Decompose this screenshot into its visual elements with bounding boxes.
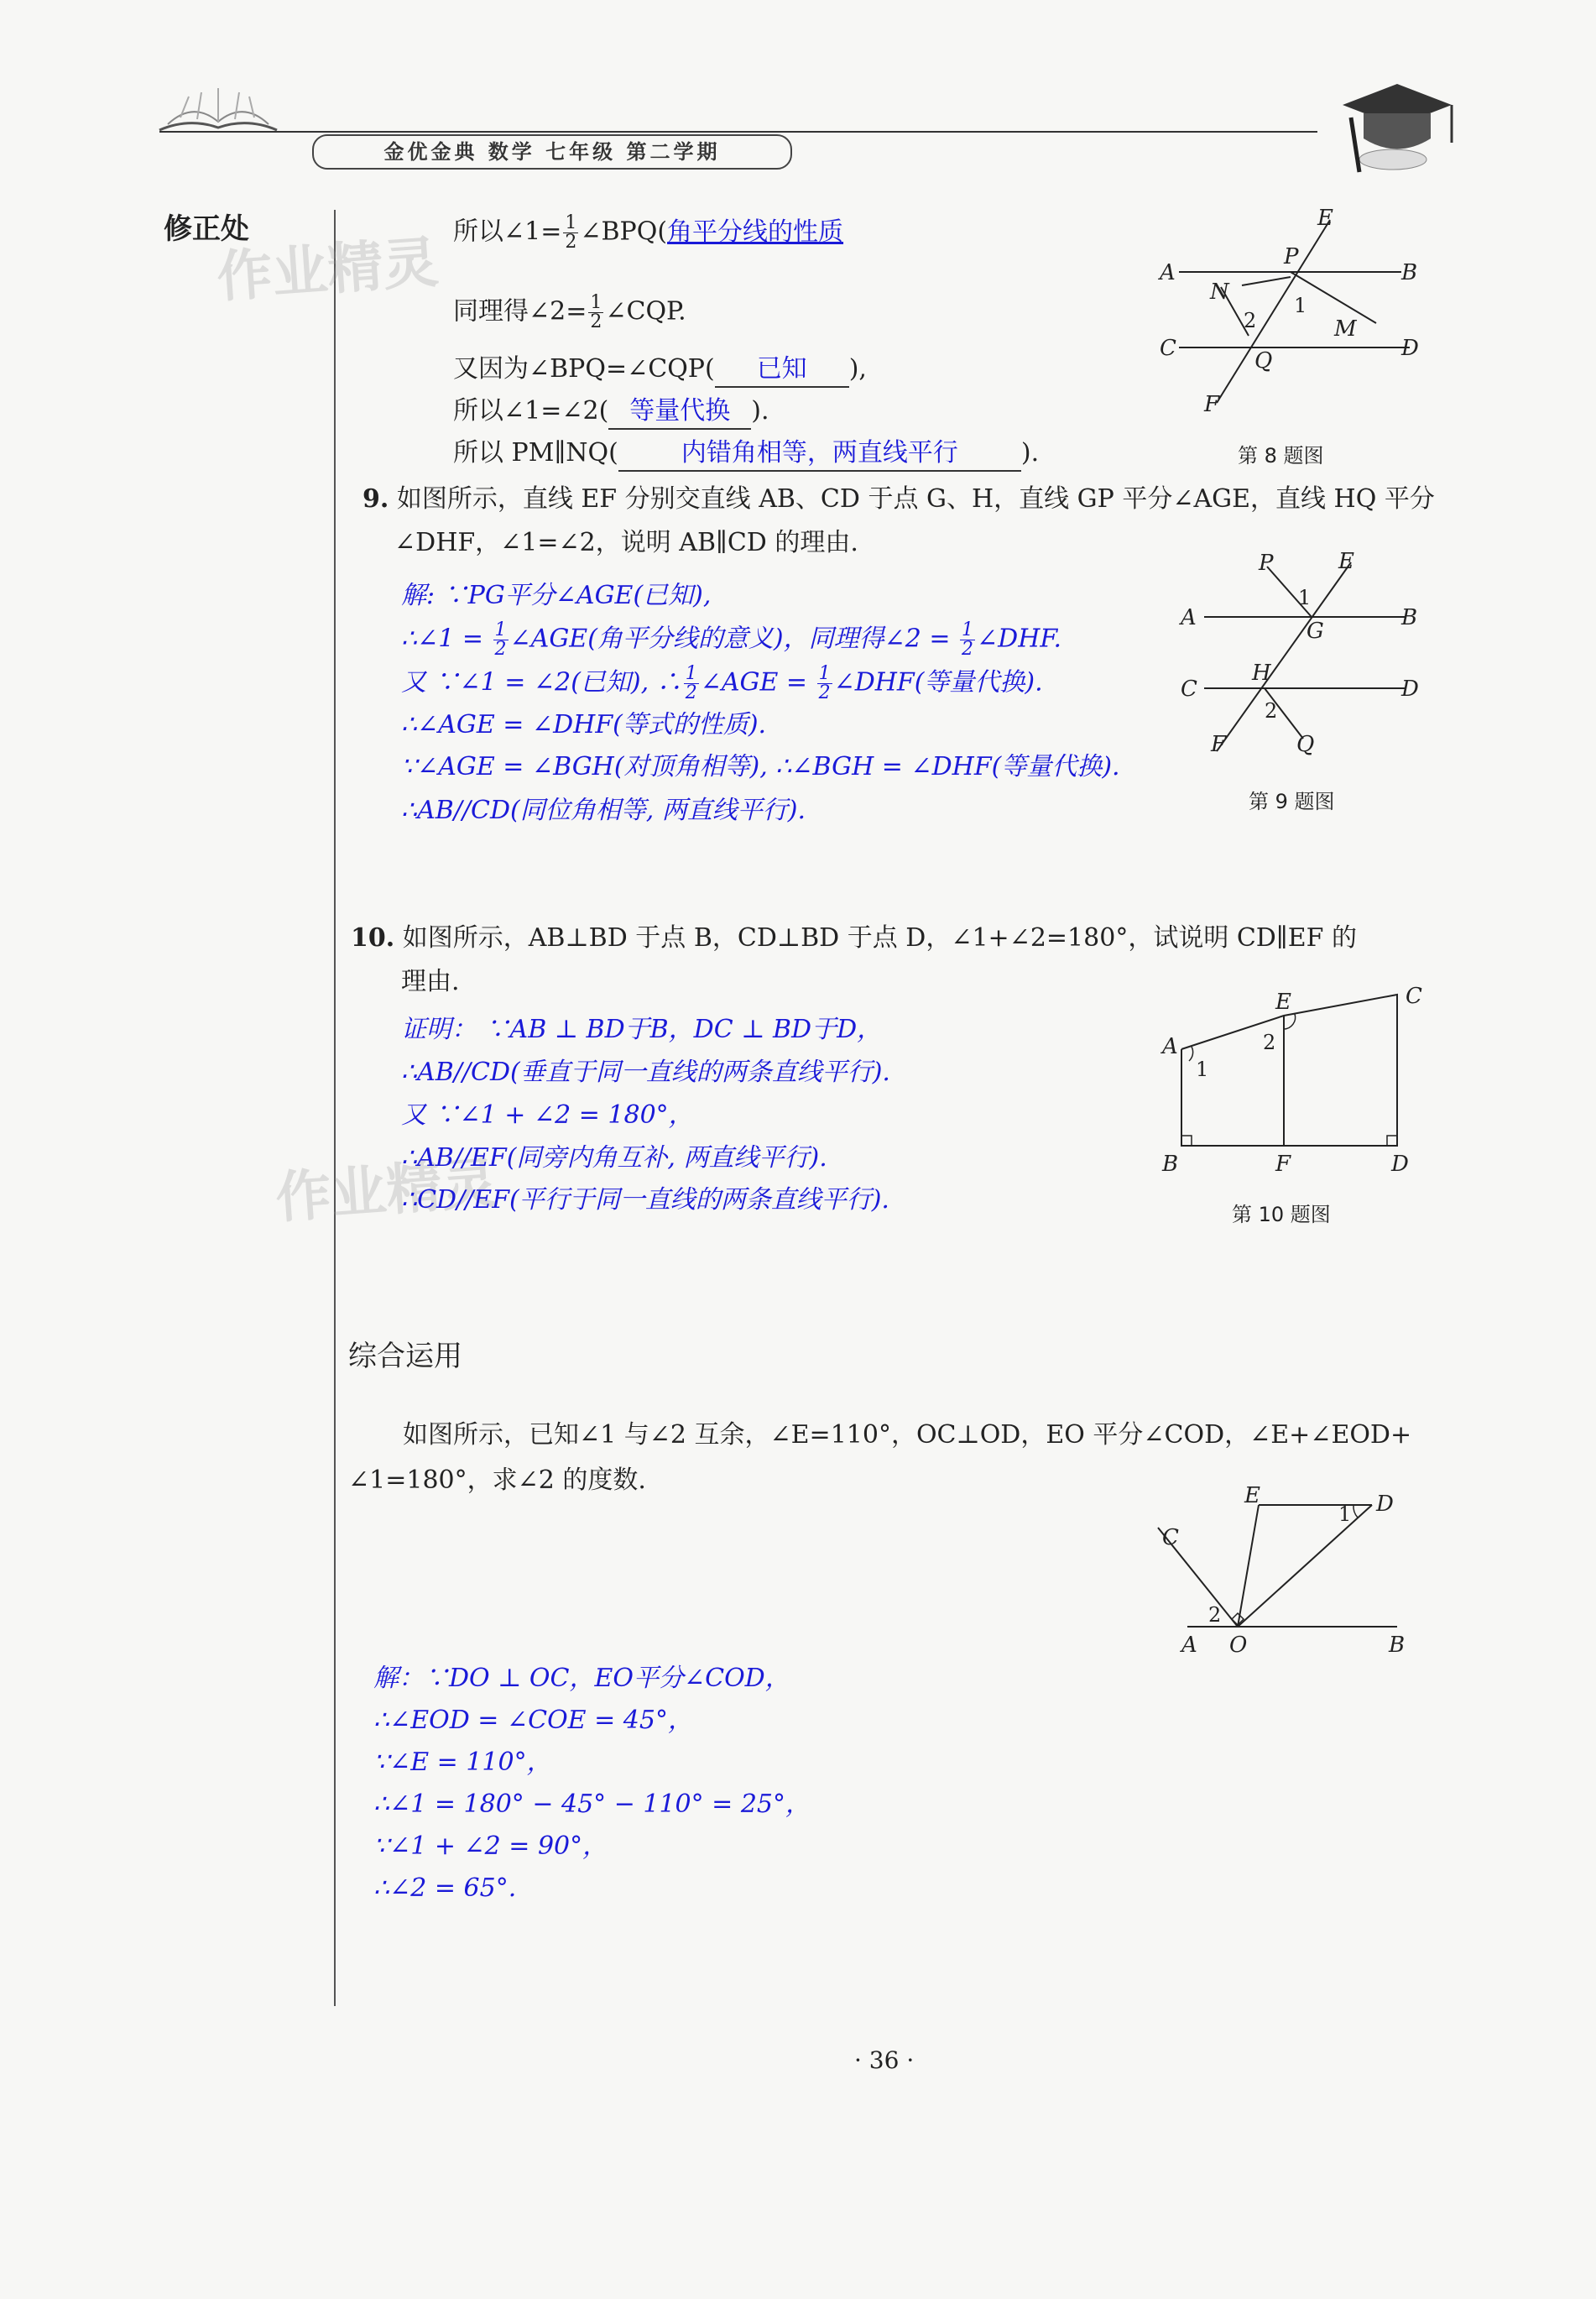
q10-text-line1: 10. 如图所示，AB⊥BD 于点 B，CD⊥BD 于点 D，∠1+∠2=180°，试说明 CD∥EF 的 xyxy=(351,923,1357,953)
q8-line4: 所以∠1=∠2( 等量代换 ). xyxy=(453,394,769,430)
fig-sec-angle-1: 1 xyxy=(1338,1502,1352,1526)
section-sol-6: ∴∠2 = 65°. xyxy=(373,1873,517,1903)
q9-sol-2: ∴∠1 = $\frac{1}{2}$ ∠AGE(角平分线的意义)，同理得∠2 = $\frac{1}{2}$ ∠DHF. xyxy=(401,619,1062,660)
q10-sol-1: 证明： ∵AB ⊥ BD于B，DC ⊥ BD于D， xyxy=(401,1015,883,1044)
q9-text-line1: 9. 如图所示，直线 EF 分别交直线 AB、CD 于点 G、H，直线 GP 平分∠AGE，直线 HQ 平分 xyxy=(362,484,1435,514)
watermark-top: 作业精灵 xyxy=(215,229,441,311)
fig10-label-D: D xyxy=(1391,1152,1409,1177)
fig8-label-D: D xyxy=(1401,336,1419,361)
q9-sol-1: 解: ∵PG平分∠AGE(已知), xyxy=(401,581,712,610)
fig8-caption: 第 8 题图 xyxy=(1238,444,1324,468)
section-sol-2: ∴∠EOD = ∠COE = 45°， xyxy=(373,1706,693,1735)
fig8-label-F: F xyxy=(1204,392,1220,417)
figure-8 xyxy=(1150,201,1435,428)
section-text-line2: ∠1=180°，求∠2 的度数. xyxy=(348,1466,646,1495)
fig8-label-P: P xyxy=(1284,244,1299,269)
figure-section xyxy=(1145,1477,1418,1658)
page-number: · 36 · xyxy=(854,2046,915,2074)
fig8-angle-1: 1 xyxy=(1294,294,1307,317)
q8-line1: 所以∠1= $\frac{1}{2}$ ∠BPQ(角平分线的性质 xyxy=(453,212,844,253)
fig9-caption: 第 9 题图 xyxy=(1249,790,1335,813)
margin-line xyxy=(334,210,336,2006)
q8-line5: 所以 PM∥NQ( 内错角相等，两直线平行 ). xyxy=(453,436,1039,472)
q9-sol-6: ∴AB//CD(同位角相等, 两直线平行). xyxy=(401,796,806,825)
fig-sec-label-D: D xyxy=(1376,1492,1394,1517)
watermark-middle: 作业精灵 xyxy=(274,1150,499,1231)
book-title: 金优金典 数学 七年级 第二学期 xyxy=(312,134,792,170)
q8-fill-4[interactable]: 等量代换 xyxy=(608,394,751,430)
fig8-label-A: A xyxy=(1160,260,1176,285)
fig9-label-B: B xyxy=(1401,605,1418,630)
fig9-angle-2: 2 xyxy=(1265,699,1278,723)
fig9-label-Q: Q xyxy=(1296,732,1315,755)
fig9-label-A: A xyxy=(1181,605,1197,630)
fig9-label-F: F xyxy=(1211,732,1227,755)
q8-fill-5[interactable]: 内错角相等，两直线平行 xyxy=(618,436,1021,472)
fig-sec-label-E: E xyxy=(1244,1483,1260,1508)
fig8-label-Q: Q xyxy=(1254,348,1273,374)
fig9-label-G: G xyxy=(1307,619,1324,644)
fig10-caption: 第 10 题图 xyxy=(1232,1203,1331,1226)
q10-sol-3: 又 ∵∠1 + ∠2 = 180°， xyxy=(401,1100,694,1130)
fig9-angle-1: 1 xyxy=(1298,586,1312,609)
graduation-cap-icon xyxy=(1334,80,1460,176)
fig10-angle-1: 1 xyxy=(1196,1058,1209,1081)
fig8-label-E: E xyxy=(1317,206,1333,231)
fig-sec-label-B: B xyxy=(1389,1633,1406,1658)
q9-sol-4: ∴∠AGE = ∠DHF(等式的性质). xyxy=(401,710,767,739)
fig8-label-N: N xyxy=(1210,280,1229,305)
fig-sec-label-A: A xyxy=(1181,1633,1197,1658)
fig10-label-E: E xyxy=(1275,990,1291,1015)
fig-sec-label-O: O xyxy=(1229,1633,1248,1658)
q8-line2: 同理得∠2= $\frac{1}{2}$ ∠CQP. xyxy=(453,292,686,332)
section-sol-3: ∵∠E = 110°， xyxy=(373,1748,552,1777)
fig9-label-E: E xyxy=(1338,550,1354,574)
section-sol-4: ∴∠1 = 180° − 45° − 110° = 25°， xyxy=(373,1790,811,1819)
q9-sol-3: 又 ∵∠1 = ∠2(已知), ∴ $\frac{1}{2}$ ∠AGE = $\frac{1}{2}$ ∠DHF(等量代换). xyxy=(401,663,1043,703)
fig8-angle-2: 2 xyxy=(1244,309,1257,332)
fig9-label-C: C xyxy=(1181,677,1197,702)
q10-sol-5: ∴CD//EF(平行于同一直线的两条直线平行). xyxy=(401,1185,889,1215)
fig10-label-C: C xyxy=(1406,984,1422,1009)
fig8-label-M: M xyxy=(1334,316,1357,342)
q8-fill-1[interactable]: 角平分线的性质 xyxy=(667,217,844,247)
fig10-angle-2: 2 xyxy=(1263,1031,1276,1054)
q9-sol-5: ∵∠AGE = ∠BGH(对顶角相等), ∴∠BGH = ∠DHF(等量代换). xyxy=(401,752,1120,781)
section-sol-1: 解：∵DO ⊥ OC，EO平分∠COD， xyxy=(373,1664,790,1693)
figure-9 xyxy=(1171,550,1439,755)
fig9-label-P: P xyxy=(1259,551,1274,576)
fig9-label-H: H xyxy=(1252,661,1271,686)
fig8-label-B: B xyxy=(1401,260,1418,285)
q10-sol-4: ∴AB//EF(同旁内角互补, 两直线平行). xyxy=(401,1143,827,1173)
q8-line3: 又因为∠BPQ=∠CQP( 已知 ), xyxy=(453,353,867,388)
book-logo-icon xyxy=(155,84,281,134)
fig8-label-C: C xyxy=(1160,336,1176,361)
figure-10 xyxy=(1154,982,1431,1179)
fig-sec-label-C: C xyxy=(1162,1525,1179,1550)
fig10-label-A: A xyxy=(1162,1034,1178,1059)
q9-text-line2: ∠DHF，∠1=∠2，说明 AB∥CD 的理由. xyxy=(394,528,858,557)
section-text-line1: 如图所示，已知∠1 与∠2 互余，∠E=110°，OC⊥OD，EO 平分∠COD，∠E+∠EOD+ xyxy=(403,1420,1412,1450)
fig10-label-F: F xyxy=(1275,1152,1291,1177)
section-sol-5: ∵∠1 + ∠2 = 90°， xyxy=(373,1831,608,1861)
fig10-label-B: B xyxy=(1162,1152,1179,1177)
q10-text-line2: 理由. xyxy=(401,967,460,996)
fig-sec-angle-2: 2 xyxy=(1208,1603,1222,1627)
q10-sol-2: ∴AB//CD(垂直于同一直线的两条直线平行). xyxy=(401,1058,890,1087)
header-rule xyxy=(159,131,1317,133)
q8-fill-3[interactable]: 已知 xyxy=(715,353,849,388)
section-title: 综合运用 xyxy=(348,1340,462,1373)
fig9-label-D: D xyxy=(1401,677,1419,702)
correction-label: 修正处 xyxy=(164,212,249,246)
